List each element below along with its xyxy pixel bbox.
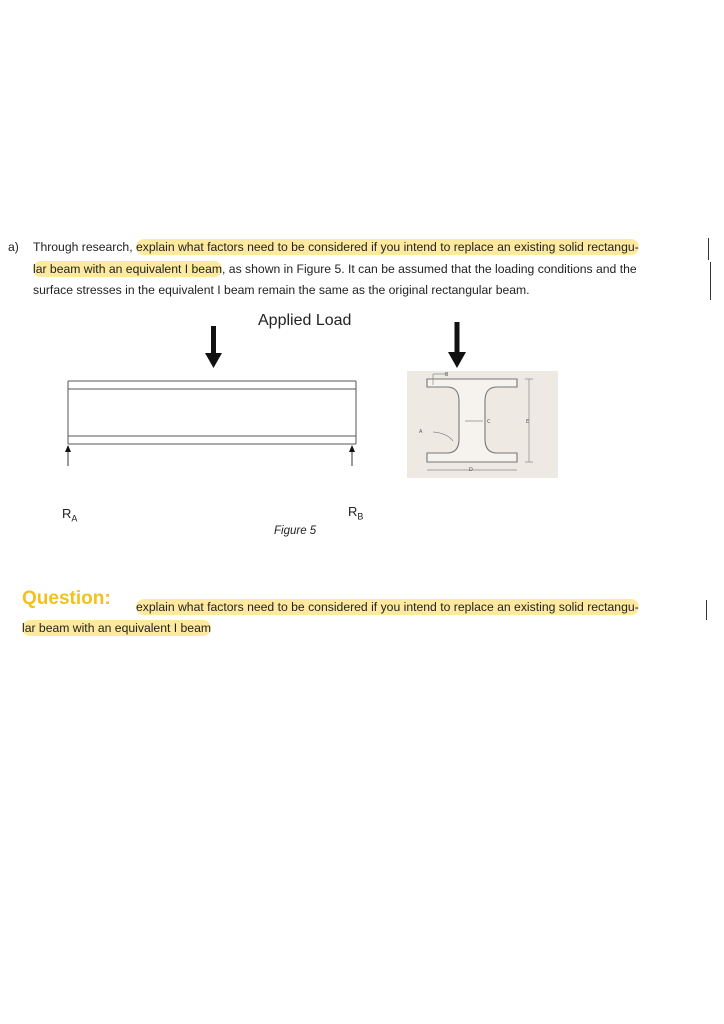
problem-line-3-text: surface stresses in the equivalent I beam remain the same as the original rectangular beam. (33, 283, 530, 297)
reaction-b-base: R (348, 504, 358, 519)
question-line-1-text: explain what factors need to be considered if you intend to replace an existing solid rectangu- (136, 600, 639, 614)
problem-line-2 (33, 262, 637, 276)
reaction-b-sub: B (357, 511, 364, 522)
reaction-a-base: R (62, 506, 72, 521)
dim-label-a: A (419, 429, 423, 435)
ibeam-cross-section (407, 371, 558, 478)
load-arrow-icon (205, 326, 222, 368)
dim-label-e: E (526, 419, 530, 425)
support-arrow-a-icon (65, 445, 71, 466)
problem-line-1-highlight: explain what factors need to be considered if you intend to replace an existing solid rectangu- (135, 240, 639, 254)
question-line-2 (22, 621, 211, 635)
reaction-b-label (348, 504, 363, 522)
problem-line-2-plain: , as shown in Figure 5. It can be assumed that the loading conditions and the (222, 262, 637, 276)
question-line-1 (136, 600, 639, 614)
ibeam-drawing (407, 371, 558, 478)
support-arrow-b-icon (349, 445, 355, 466)
dim-label-b: B (445, 372, 449, 378)
problem-line-1-plain: Through research, (33, 240, 136, 254)
problem-line-2-highlight: lar beam with an equivalent I beam (33, 262, 223, 276)
reaction-a-label (62, 506, 77, 524)
dim-label-d: D (469, 467, 473, 473)
beam-diagram (0, 320, 400, 470)
question-label: Question: (22, 588, 111, 609)
dim-label-c: C (487, 419, 491, 425)
problem-label: a) (8, 240, 19, 254)
reaction-a-sub: A (71, 513, 78, 524)
text-cursor-3 (706, 600, 707, 620)
text-cursor-1 (708, 238, 709, 260)
problem-line-3 (33, 283, 530, 297)
rectangular-beam (68, 381, 356, 444)
problem-line-1 (8, 240, 639, 254)
ibeam-load-arrow-icon (448, 322, 466, 370)
figure-caption: Figure 5 (274, 525, 317, 537)
question-line-2-text: lar beam with an equivalent I beam (22, 621, 212, 635)
text-cursor-2 (710, 262, 711, 300)
applied-load-label: Applied Load (258, 312, 352, 329)
